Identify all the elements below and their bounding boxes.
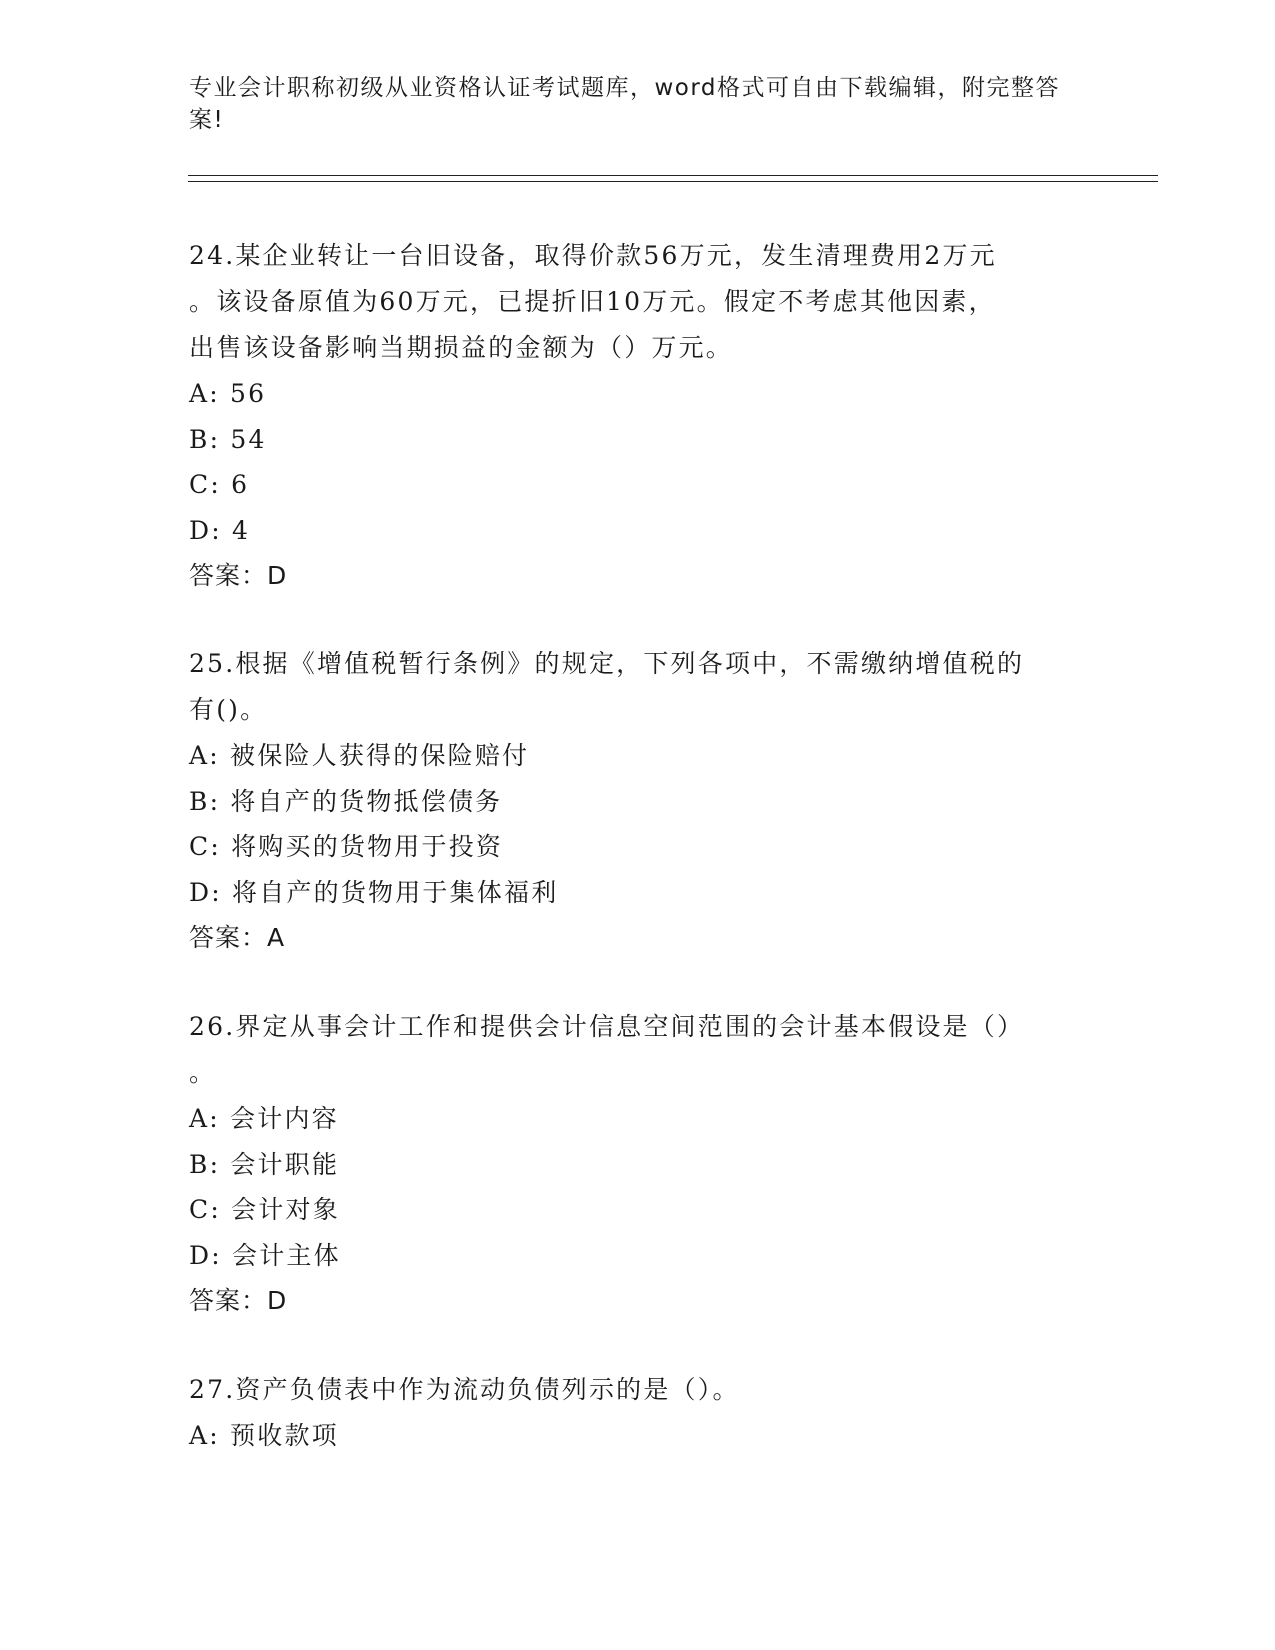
question-24 [189, 233, 1089, 599]
option-d: D: 将自产的货物用于集体福利 [189, 877, 559, 907]
option-a: A: 56 [189, 379, 267, 408]
option-b: B: 54 [189, 424, 267, 454]
question-27 [189, 1367, 1089, 1459]
stem-line: 25.根据《增值税暂行条例》的规定，下列各项中，不需缴纳增值税的 [189, 649, 1025, 678]
header-rule-top [188, 175, 1158, 176]
answer: 答案：A [189, 923, 286, 952]
question-stem [189, 1004, 1089, 1096]
stem-line: 。 [189, 1058, 217, 1087]
stem-line: 27.资产负债表中作为流动负债列示的是（）。 [189, 1375, 740, 1404]
stem-line: 。该设备原值为60万元，已提折旧10万元。假定不考虑其他因素， [189, 287, 996, 316]
stem-line: 有()。 [189, 695, 268, 724]
option-d: D: 4 [189, 515, 251, 545]
header-rule-bottom [188, 181, 1158, 182]
option-b: B: 将自产的货物抵偿债务 [189, 786, 503, 816]
stem-line: 出售该设备影响当期损益的金额为（）万元。 [189, 333, 734, 362]
question-26 [189, 1004, 1089, 1324]
stem-line: 26.界定从事会计工作和提供会计信息空间范围的会计基本假设是（） [189, 1012, 1025, 1041]
question-stem [189, 233, 1089, 371]
header-line-1: 专业会计职称初级从业资格认证考试题库，word格式可自由下载编辑，附完整答 [189, 75, 1061, 101]
option-b: B: 会计职能 [189, 1149, 340, 1179]
document-header [189, 72, 1069, 136]
option-a: A: 被保险人获得的保险赔付 [189, 741, 530, 770]
option-a: A: 会计内容 [189, 1104, 339, 1133]
question-25 [189, 641, 1089, 961]
option-d: D: 会计主体 [189, 1240, 341, 1270]
option-c: C: 6 [189, 470, 250, 499]
option-a: A: 预收款项 [189, 1421, 339, 1450]
header-line-2: 案! [189, 107, 225, 133]
question-stem [189, 641, 1089, 733]
question-stem [189, 1367, 1089, 1413]
option-c: C: 将购买的货物用于投资 [189, 832, 504, 861]
stem-line: 24.某企业转让一台旧设备，取得价款56万元，发生清理费用2万元 [189, 241, 997, 270]
option-c: C: 会计对象 [189, 1195, 340, 1224]
answer: 答案：D [189, 561, 288, 590]
answer: 答案：D [189, 1286, 288, 1315]
